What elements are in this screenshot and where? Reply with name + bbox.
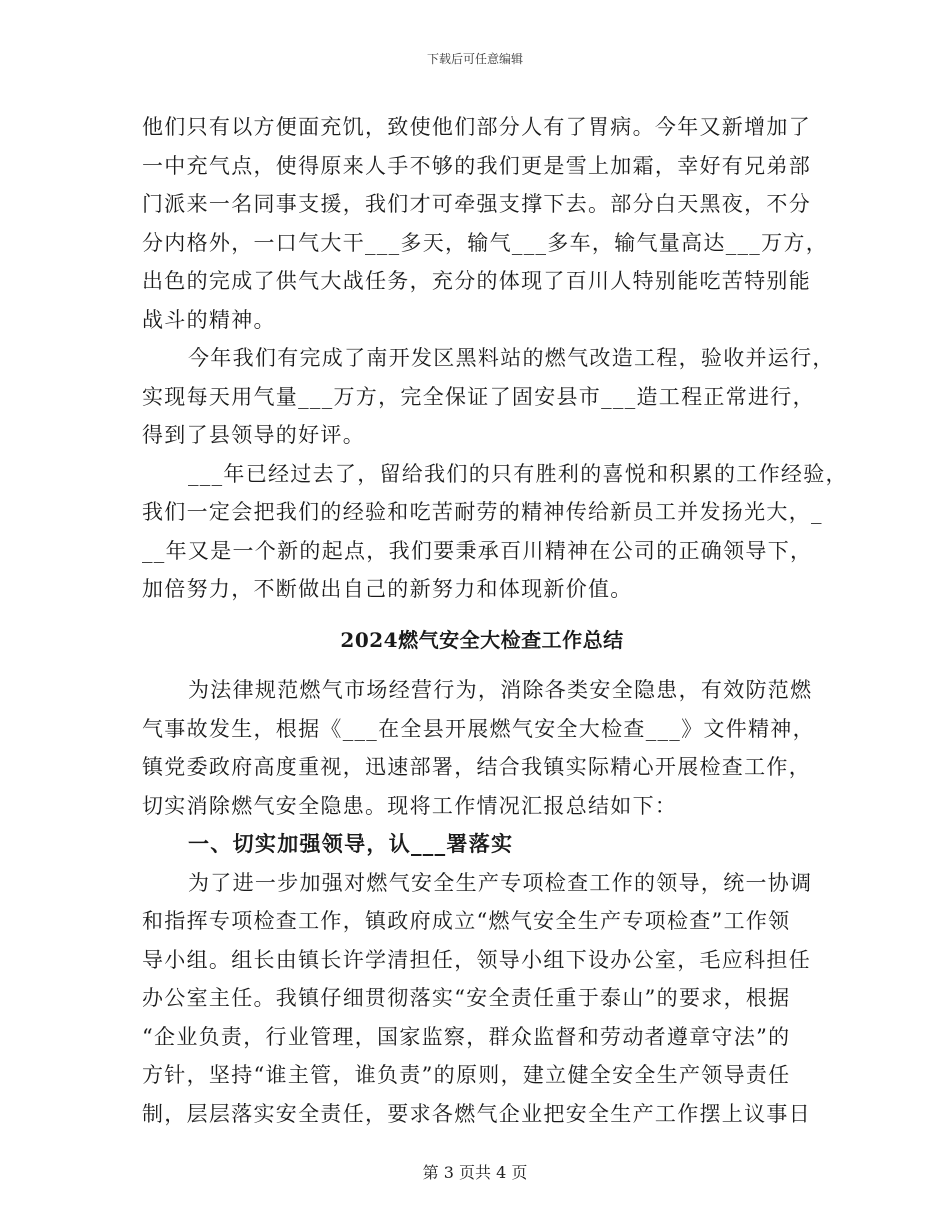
text-line: 他们只有以方便面充饥，致使他们部分人有了胃病。今年又新增加了 [142,115,811,139]
text-line: 气事故发生，根据《___在全县开展燃气安全大检查___》文件精神， [142,716,815,741]
text-line: 我们一定会把我们的经验和吃苦耐劳的精神传给新员工并发扬光大，_ [142,500,823,524]
document-body [142,108,848,1133]
text-line: 方针，坚持“谁主管，谁负责”的原则，建立健全安全生产领导责任 [142,1063,791,1087]
text-line: 今年我们有完成了南开发区黑料站的燃气改造工程，验收并运行， [188,346,835,370]
text-line: 分内格外，一口气大干___多天，输气___多车，输气量高达___万方， [142,230,828,255]
text-line: 办公室主任。我镇仔细贯彻落实“安全责任重于泰山”的要求，根据 [142,986,791,1010]
text-line: 导小组。组长由镇长许学清担任，领导小组下设办公室，毛应科担任 [142,947,811,972]
text-line: 实现每天用气量___万方，完全保证了固安县市___造工程正常进行， [142,384,815,409]
paragraph-conclusion [142,455,848,609]
page-footer: 第 3 页共 4 页 [422,1163,528,1182]
section-title: 2024燃气安全大检查工作总结 [340,627,624,652]
page-header: 下载后可任意编辑 [426,52,523,66]
text-line: __年又是一个新的起点，我们要秉承百川精神在公司的正确领导下， [142,538,813,563]
text-line: “企业负责，行业管理，国家监察，群众监督和劳动者遵章守法”的 [142,1024,791,1049]
text-line: 镇党委政府高度重视，迅速部署，结合我镇实际精心开展检查工作， [142,755,811,779]
paragraph-continuation [142,108,828,339]
paragraph-intro [142,671,822,825]
paragraph-gas-renovation [142,339,835,455]
subheading: 一、切实加强领导，认___署落实 [188,831,514,856]
text-line: 加倍努力，不断做出自己的新努力和体现新价值。 [142,577,633,601]
text-line: 为了进一步加强对燃气安全生产专项检查工作的领导，统一协调 [188,870,813,895]
paragraph-leadership [142,864,822,1134]
text-line: 战斗的精神。 [142,307,276,332]
text-line: 为法律规范燃气市场经营行为，消除各类安全隐患，有效防范燃 [188,678,813,702]
text-line: 切实消除燃气安全隐患。现将工作情况汇报总结如下： [142,793,678,818]
text-line: 门派来一名同事支援，我们才可牵强支撑下去。部分白天黑夜，不分 [142,192,811,216]
text-line: 出色的完成了供气大战任务，充分的体现了百川人特别能吃苦特别能 [142,269,811,293]
text-line: 得到了县领导的好评。 [142,423,365,447]
text-line: 和指挥专项检查工作，镇政府成立“燃气安全生产专项检查”工作领 [142,909,791,933]
text-line: ___年已经过去了，留给我们的只有胜利的喜悦和积累的工作经验， [188,461,848,486]
text-line: 制，层层落实安全责任，要求各燃气企业把安全生产工作摆上议事日 [142,1101,811,1126]
text-line: 一中充气点，使得原来人手不够的我们更是雪上加霜，幸好有兄弟部 [142,153,811,178]
